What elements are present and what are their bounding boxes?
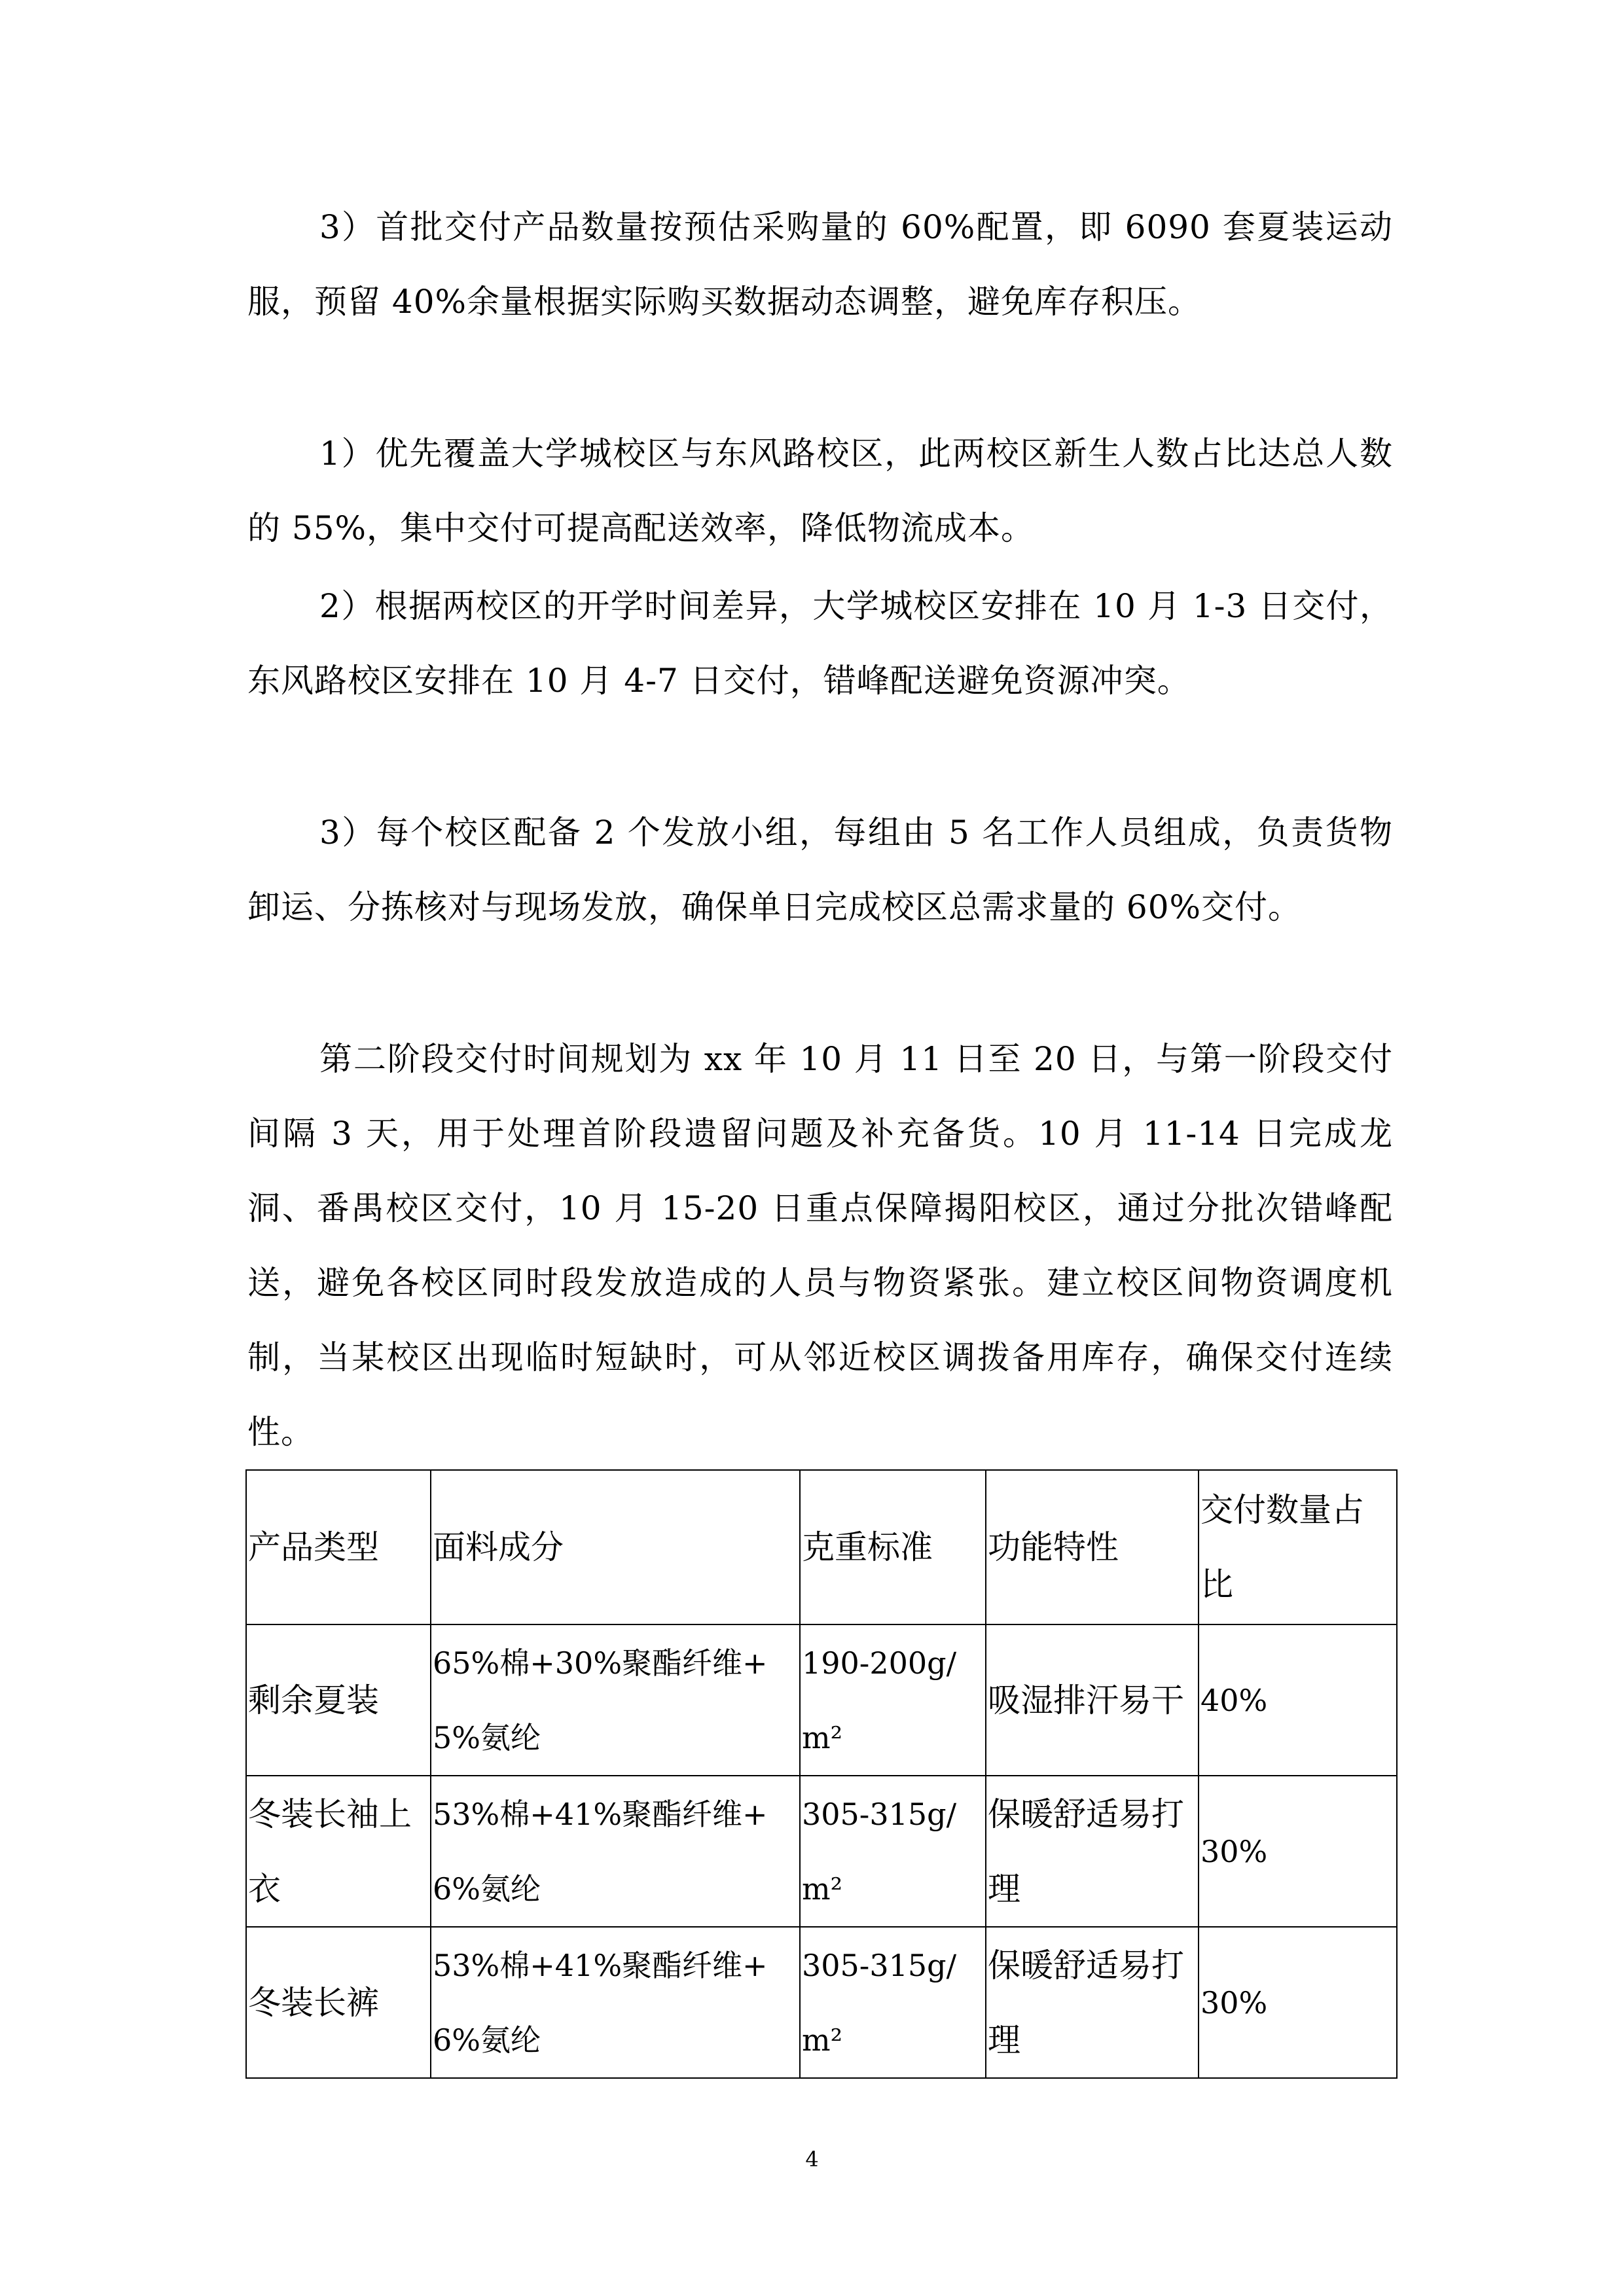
cell-weight: 305-315g/m²	[800, 1776, 986, 1927]
paragraph-distribution-teams: 3）每个校区配备 2 个发放小组，每组由 5 名工作人员组成，负责货物卸运、分拣核对与现场发放，确保单日完成校区总需求量的 60%交付。	[247, 814, 1393, 926]
table-row	[246, 1776, 1397, 1927]
page-number: 4	[805, 2147, 819, 2172]
cell-fabric: 53%棉+41%聚酯纤维+6%氨纶	[431, 1776, 800, 1927]
table-row	[246, 1624, 1397, 1776]
table-row	[246, 1927, 1397, 2078]
cell-function: 吸湿排汗易干	[986, 1624, 1199, 1776]
header-weight: 克重标准	[800, 1470, 986, 1624]
paragraph-delivery-schedule: 2）根据两校区的开学时间差异，大学城校区安排在 10 月 1-3 日交付，东风路校区安排在 10 月 4-7 日交付，错峰配送避免资源冲突。	[247, 587, 1393, 700]
header-share: 交付数量占比	[1199, 1470, 1397, 1624]
cell-share: 30%	[1199, 1927, 1397, 2078]
header-fabric: 面料成分	[431, 1470, 800, 1624]
product-spec-table	[245, 1469, 1398, 2079]
cell-weight: 305-315g/m²	[800, 1927, 986, 2078]
cell-product-type: 冬装长袖上衣	[246, 1776, 431, 1927]
cell-share: 30%	[1199, 1776, 1397, 1927]
cell-weight: 190-200g/m²	[800, 1624, 986, 1776]
paragraph-first-batch-quantity: 3）首批交付产品数量按预估采购量的 60%配置，即 6090 套夏装运动服，预留 40%余量根据实际购买数据动态调整，避免库存积压。	[247, 208, 1393, 321]
cell-function: 保暖舒适易打理	[986, 1927, 1199, 2078]
header-product-type: 产品类型	[246, 1470, 431, 1624]
header-function: 功能特性	[986, 1470, 1199, 1624]
cell-fabric: 65%棉+30%聚酯纤维+5%氨纶	[431, 1624, 800, 1776]
cell-function: 保暖舒适易打理	[986, 1776, 1199, 1927]
cell-product-type: 剩余夏装	[246, 1624, 431, 1776]
cell-share: 40%	[1199, 1624, 1397, 1776]
cell-fabric: 53%棉+41%聚酯纤维+6%氨纶	[431, 1927, 800, 2078]
cell-product-type: 冬装长裤	[246, 1927, 431, 2078]
paragraph-priority-campuses: 1）优先覆盖大学城校区与东风路校区，此两校区新生人数占比达总人数的 55%，集中交付可提高配送效率，降低物流成本。	[247, 435, 1393, 547]
table-header-row	[246, 1470, 1397, 1624]
paragraph-second-phase: 第二阶段交付时间规划为 xx 年 10 月 11 日至 20 日，与第一阶段交付间隔 3 天，用于处理首阶段遗留问题及补充备货。10 月 11-14 日完成龙洞、番禺校区交付，10 月 15-20 日重点保障揭阳校区，通过分批次错峰配送，避免各校区同时段发放造成的人员与物资紧张。建立校区间物资调度机制，当某校区出现临时短缺时，可从邻近校区调拨备用库存，确保交付连续性。	[247, 1040, 1393, 1451]
